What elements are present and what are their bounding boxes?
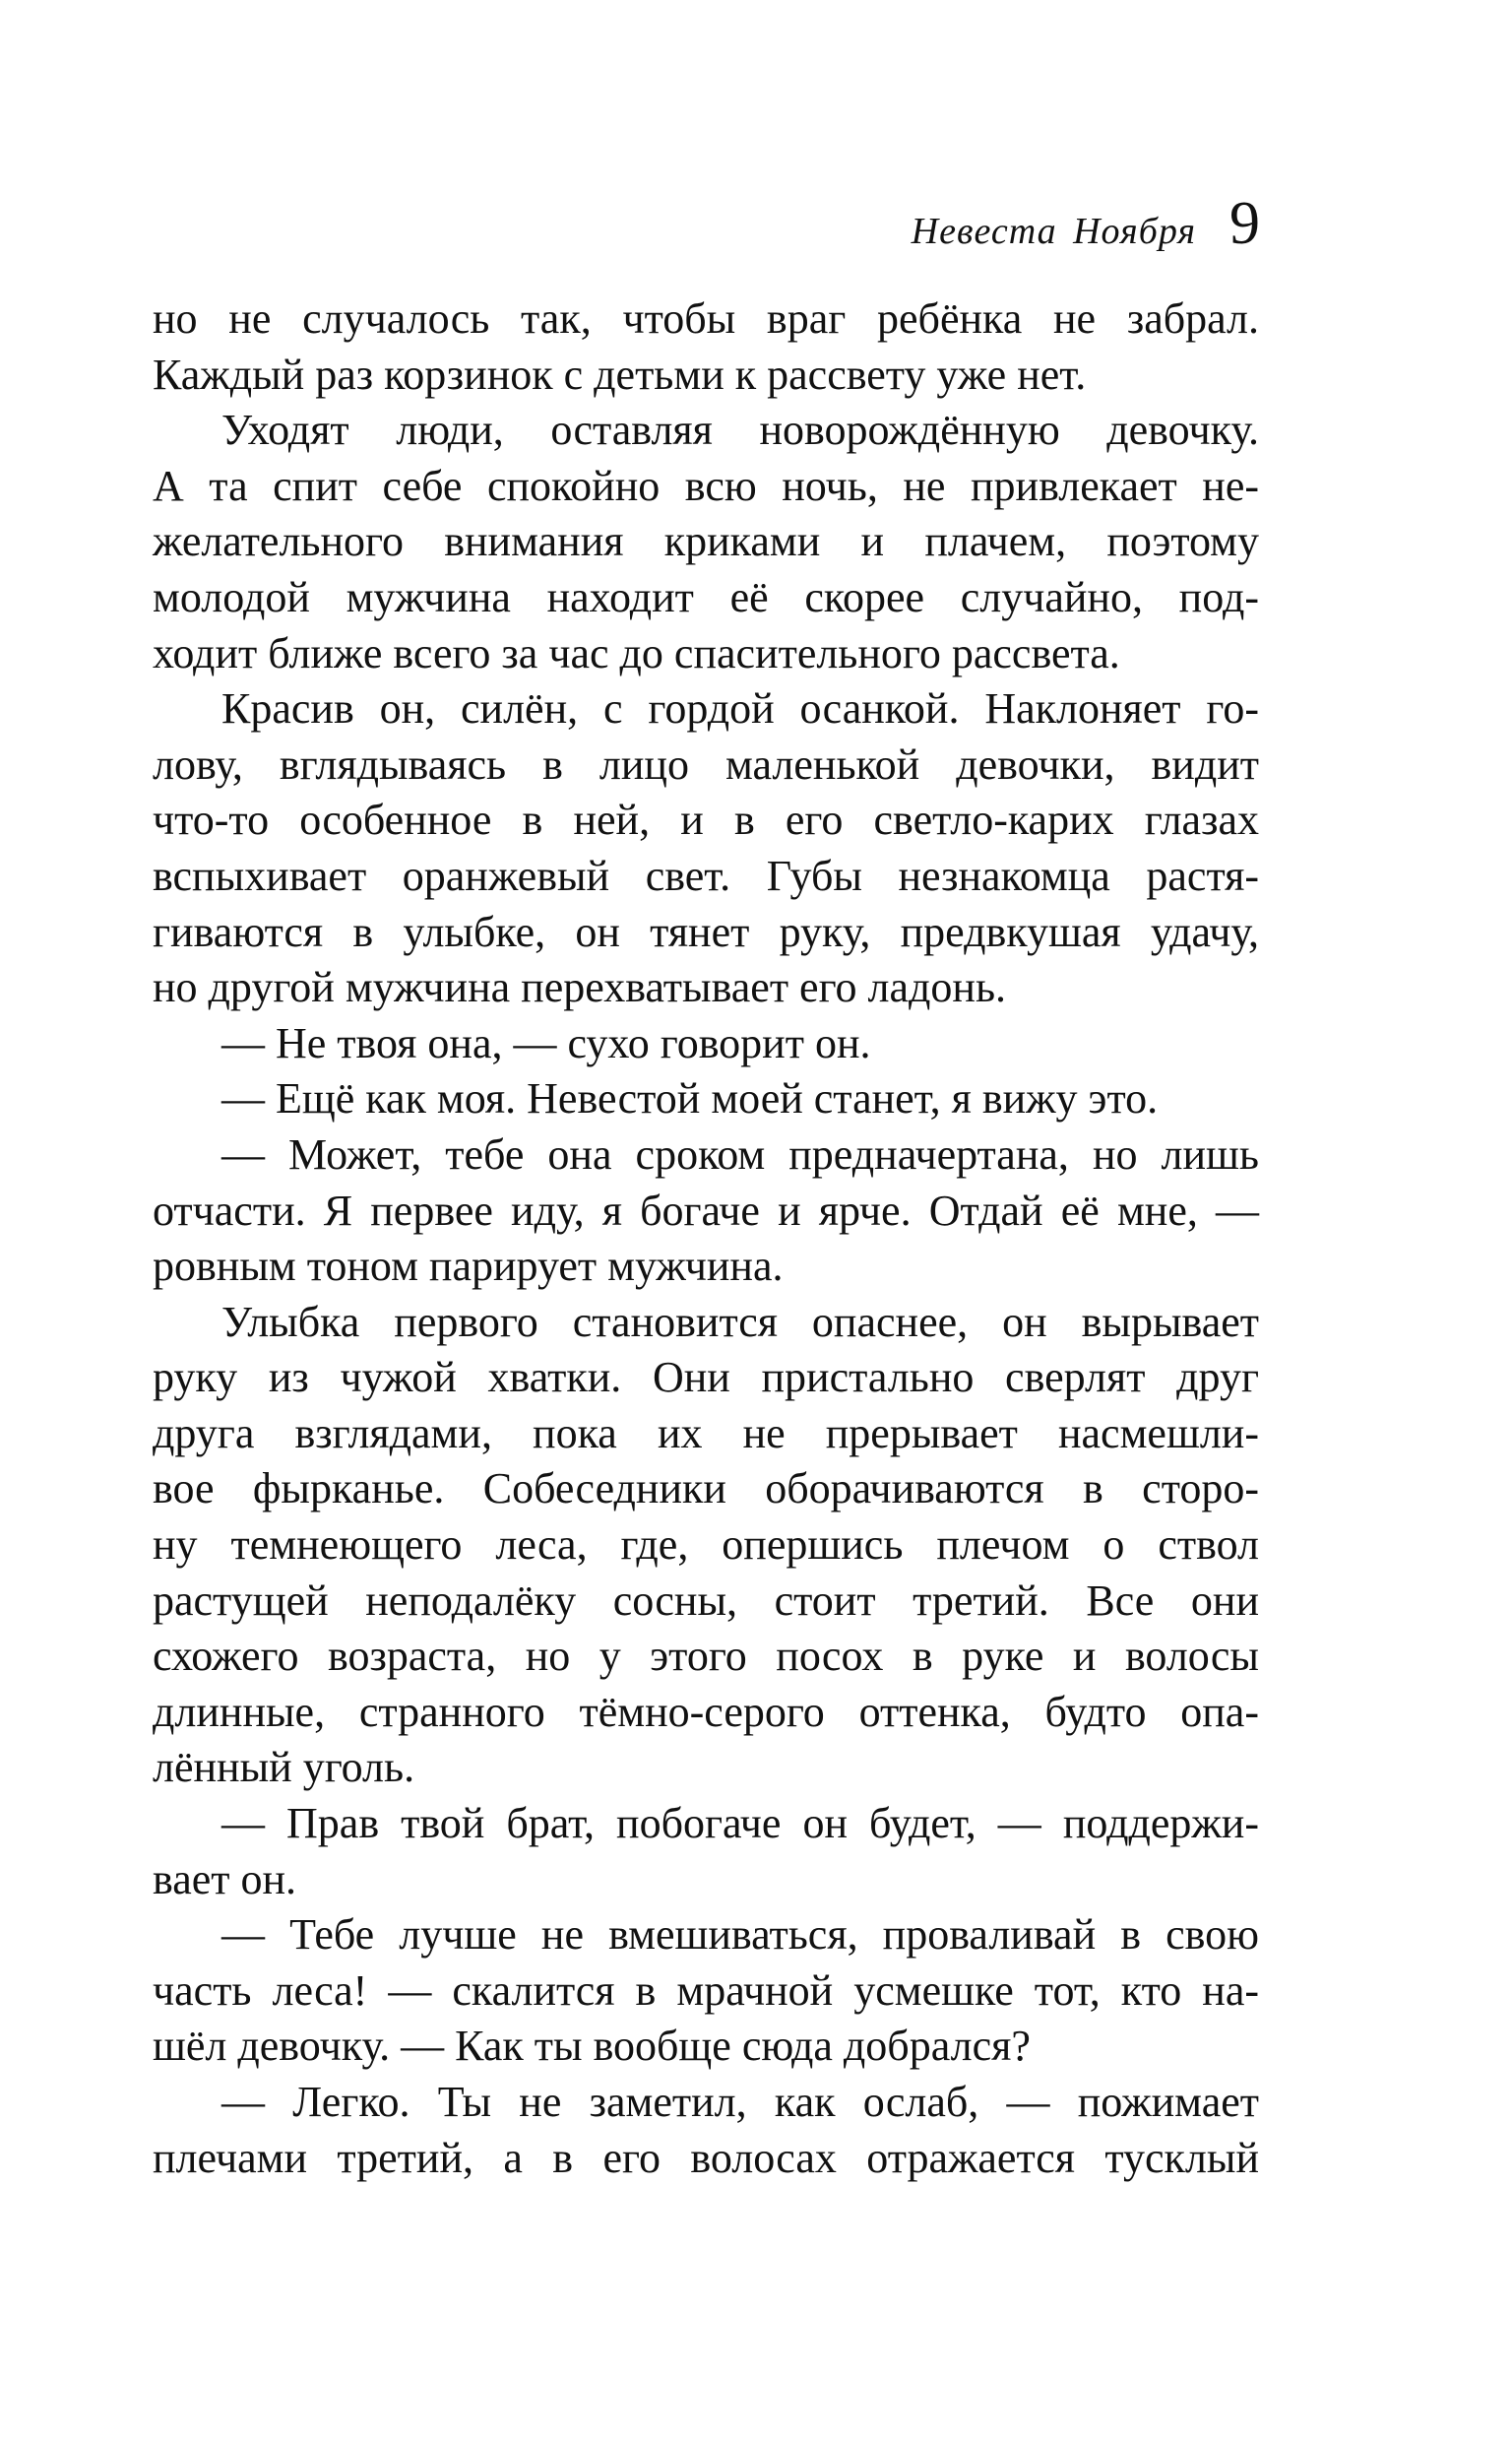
text-line: отчасти. Я первее иду, я богаче и ярче. Отдай её мне, — [153,1186,1259,1235]
text-line: лову, вглядываясь в лицо маленькой девочки, видит [153,739,1259,789]
text-line: гиваются в улыбке, он тянет руку, предвкушая удачу, [153,907,1259,956]
text-line: — Не твоя она, — сухо говорит он. [221,1018,871,1067]
text-line: шёл девочку. — Как ты вообще сюда добрался? [153,2022,1031,2071]
text-line: — Легко. Ты не заметил, как ослаб, — пожимает [221,2078,1259,2126]
text-line: что-то особенное в ней, и в его светло-карих глазах [153,796,1259,845]
text-line: — Может, тебе она сроком предначертана, но лишь [221,1129,1259,1179]
text-line: — Прав твой брат, побогаче он будет, — поддержи- [221,1799,1259,1848]
text-line: ровным тоном парирует мужчина. [153,1242,784,1291]
text-line: Красив он, силён, с гордой осанкой. Наклоняет го- [221,684,1259,734]
running-head [911,190,1260,257]
text-line: ходит ближе всего за час до спасительного рассвета. [153,628,1120,677]
text-line: но не случалось так, чтобы враг ребёнка не забрал. [153,294,1259,343]
text-line: длинные, странного тёмно-серого оттенка, будто опа- [153,1687,1259,1736]
text-line: Улыбка первого становится опаснее, он вырывает [221,1297,1259,1346]
running-title: Невеста Ноября [911,211,1196,252]
text-line: вспыхивает оранжевый свет. Губы незнакомца растя- [153,851,1259,900]
text-line: А та спит себе спокойно всю ночь, не привлекает не- [153,461,1259,510]
text-line: — Ещё как моя. Невестой моей станет, я вижу это. [221,1074,1159,1124]
text-line: схожего возраста, но у этого посох в руке и волосы [153,1632,1259,1681]
text-line: желательного внимания криками и плачем, поэтому [153,517,1259,566]
text-line: ну темнеющего леса, где, опершись плечом о ствол [153,1520,1259,1570]
text-line: растущей неподалёку сосны, стоит третий. Все они [153,1575,1259,1625]
page-number: 9 [1229,190,1260,257]
text-line: вает он. [153,1854,297,1903]
text-line: Уходят люди, оставляя новорождённую девочку. [221,406,1259,455]
text-line: но другой мужчина перехватывает его ладонь. [153,963,1007,1012]
text-line: молодой мужчина находит её скорее случайно, под- [153,572,1259,621]
text-line: Каждый раз корзинок с детьми к рассвету уже нет. [153,350,1087,399]
body-text [153,291,1259,2186]
text-line: часть леса! — скалится в мрачной усмешке тот, кто на- [153,1965,1259,2015]
text-line: плечами третий, а в его волосах отражается тусклый [153,2133,1259,2182]
text-line: руку из чужой хватки. Они пристально сверлят друг [153,1353,1259,1402]
text-line: вое фырканье. Собеседники оборачиваются в сторо- [153,1464,1259,1513]
text-line: друга взглядами, пока их не прерывает насмешли- [153,1408,1259,1457]
text-line: — Тебе лучше не вмешиваться, проваливай в свою [221,1910,1259,1960]
text-line: лённый уголь. [153,1743,415,1792]
